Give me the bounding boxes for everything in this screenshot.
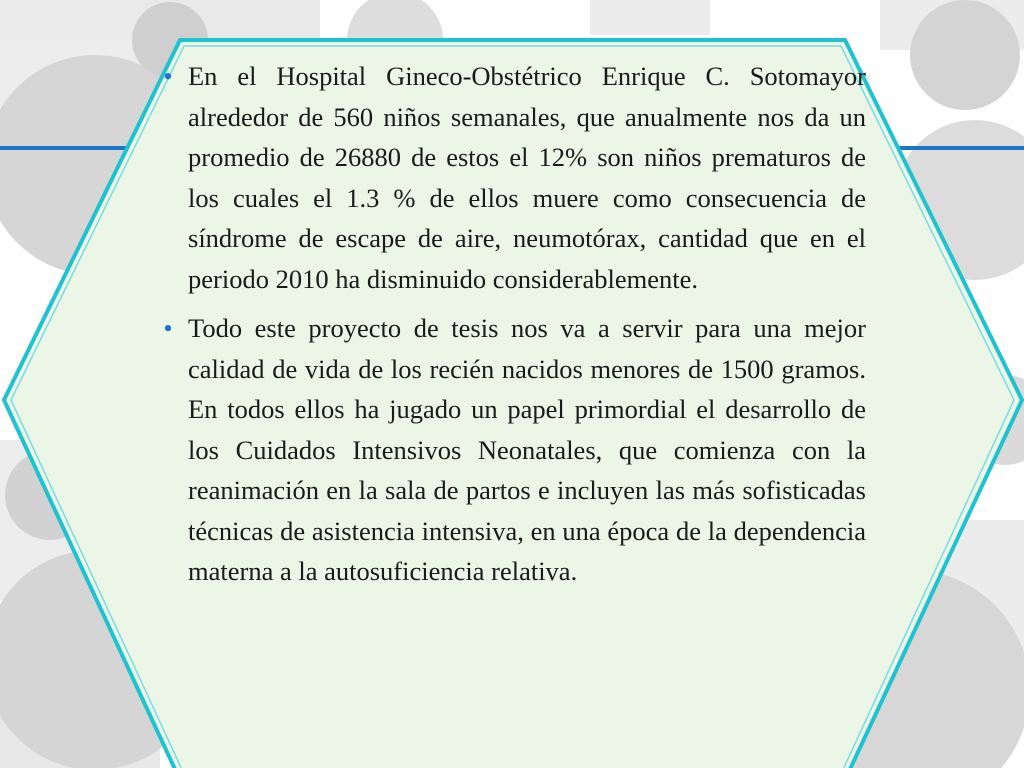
bg-square: [0, 0, 150, 45]
bullet-item: [158, 56, 866, 299]
bullet-item: [158, 308, 866, 592]
bullet-dot-icon: •: [163, 61, 173, 91]
bullet-text: En el Hospital Gineco-Obstétrico Enrique C. Sotomayor alrededor de 560 niños semanales, que anualmente nos da un promedio de 26880 de estos el 12% son niños prematuros de los cuales el 1.3 % de ellos muere como consecuencia de síndrome de escape de aire, neumotórax, cantidad que en el periodo 2010 ha disminuido considerablemente.: [188, 61, 866, 294]
bullet-dot-icon: •: [163, 313, 173, 343]
content-text: [158, 56, 866, 768]
bullet-text: Todo este proyecto de tesis nos va a servir para una mejor calidad de vida de los recién nacidos menores de 1500 gramos. En todos ellos ha jugado un papel primordial el desarrollo de los Cuidados Intensivos Neonatales, que comienza con la reanimación en la sala de partos e incluyen las más sofisticadas técnicas de asistencia intensiva, en una época de la dependencia materna a la autosuficiencia relativa.: [188, 313, 866, 586]
bg-circle: [910, 0, 1020, 110]
bg-square: [590, 0, 710, 35]
